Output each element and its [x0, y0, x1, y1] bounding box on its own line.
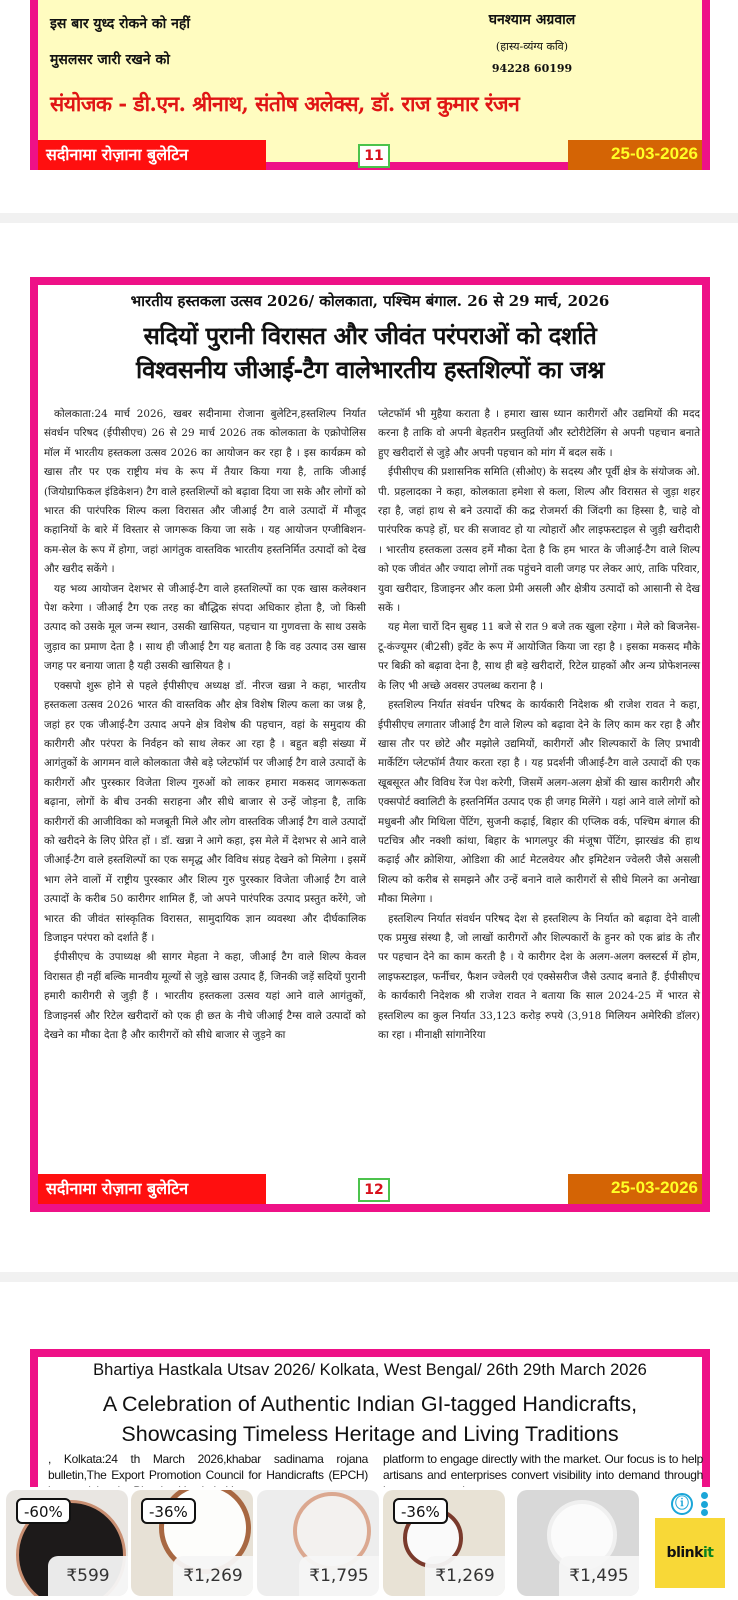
- article-column-right: platform to engage directly with the market. Our focus is to help artisans and enterprises convert visibility into demand through: [383, 1452, 703, 1482]
- article-paragraph: हस्तशिल्प निर्यात संवर्धन परिषद के कार्यकारी निदेशक श्री राजेश रावत ने कहा, ईपीसीएच लगातार जीआई टैग वाले शिल्प को बढ़ावा देने के लिए काम कर रहा है और खास तौर पर छोटे और मझोले उद्यमियों, कारीगरों और शिल्पकारों के लिए प्रभावी मार्केटिंग प्लेटफॉर्म तैयार करता रहा है । यह प्रदर्शनी जीआई-टैग वाले उत्पादों की एक खूबसूरत और विविध रेंज पेश करेगी, जिसमें अलग-अलग क्षेत्रों की खास कारीगरी और एक्सपोर्ट क्वालिटी के हस्तनिर्मित उत्पाद एक ही जगह मिलेंगे । यहां आने वाले लोगों को मधुबनी और मिथिला पेंटिंग, सुजनी कढ़ाई, बिहार की एप्लिक वर्क, पश्चिम बंगाल की पटचित्र और नक्शी कांथा, बिहार के भागलपुर की मंजूषा पेंटिंग, झारखंड की हाथ कढ़ाई और क्रोशिया, ओडिशा की आर्ट मेटलवेयर और इमिटेशन ज्वेलरी जैसे असली शिल्प को करीब से समझने और उन्हें बनाने वाले कारीगरों से सीधे मिलने का अनोखा मौका मिलेगा ।: [378, 699, 700, 906]
- poet-phone: 94228 60199: [491, 62, 573, 75]
- article-kicker: भारतीय हस्तकला उत्सव 2026/ कोलकाता, पश्चिम बंगाल. 26 से 29 मार्च, 2026: [130, 292, 610, 310]
- newspaper-page-11: [30, 0, 710, 170]
- more-options-icon[interactable]: [701, 1492, 709, 1516]
- article-paragraph: हस्तशिल्प निर्यात संवर्धन परिषद देश से हस्तशिल्प के निर्यात को बढ़ावा देने वाली एक प्रमुख संस्था है, जो लाखों कारीगरों और शिल्पकारों के हुनर को एक ब्रांड के तौर पर पहचान देने का काम करती है । ये कारीगर देश के अलग-अलग क्लस्टर्स में होम, लाइफस्टाइल, फर्नीचर, फैशन ज्वेलरी एवं एक्सेसरीज जैसे उत्पाद बनाते हैं. ईपीसीएच के कार्यकारी निदेशक श्री राजेश रावत ने बताया कि साल 2024-25 में भारत से हस्तशिल्प का कुल निर्यात 33,123 करोड़ रुपये (3,918 मिलियन अमेरिकी डॉलर) का रहा । मीनाक्षी सांगानेरिया: [378, 912, 700, 1041]
- ad-product-card[interactable]: [383, 1490, 505, 1596]
- article-headline: [38, 1389, 702, 1449]
- page-number: 11: [358, 144, 390, 168]
- page-11-header: [38, 0, 702, 162]
- page-number: 12: [358, 1178, 390, 1202]
- headline-line: विश्वसनीय जीआई-टैग वालेभारतीय हस्तशिल्पों का जश्न: [135, 356, 605, 384]
- product-price: ₹1,495: [559, 1556, 639, 1596]
- ad-product-card[interactable]: [517, 1490, 639, 1596]
- page-date: 25-03-2026: [568, 140, 702, 170]
- headline-line: सदियों पुरानी विरासत और जीवंत परंपराओं को दर्शाते: [143, 322, 597, 350]
- article-column-left: [44, 405, 366, 1045]
- poet-credit: [432, 10, 632, 75]
- ad-banner[interactable]: [0, 1487, 738, 1600]
- product-price: ₹1,269: [173, 1556, 253, 1596]
- product-price: ₹599: [48, 1556, 128, 1596]
- headline-line: A Celebration of Authentic Indian GI-tagged Handicrafts,: [102, 1392, 638, 1416]
- ad-product-card[interactable]: [257, 1490, 379, 1596]
- article-paragraph: ईपीसीएच के उपाध्यक्ष श्री सागर मेहता ने कहा, जीआई टैग वाले शिल्प केवल विरासत ही नहीं बल्कि मानवीय मूल्यों से जुड़े खास उत्पाद हैं, जिनकी जड़ें सदियों पुरानी हमारी कारीगरी से जुड़ी हैं । भारतीय हस्तकला उत्सव यहां आने वाले आगंतुकों, डिजाइनर्स और रिटेल खरीदारों को एक ही छत के नीचे जीआई टैग्स वाले उत्पादों को देखने का मौका देता है और कारीगरों को सीधे बाजार से जुड़ने का: [44, 951, 366, 1041]
- page-footer-bar: [38, 140, 702, 170]
- product-price: ₹1,269: [425, 1556, 505, 1596]
- discount-badge: -36%: [393, 1498, 448, 1524]
- page-separator: [0, 1272, 738, 1282]
- article-paragraph: कोलकाता:24 मार्च 2026, खबर सदीनामा रोजाना बुलेटिन,हस्तशिल्प निर्यात संवर्धन परिषद (ईपीसीएच) 26 से 29 मार्च 2026 तक कोलकाता के एक्रोपोलिस मॉल में भारतीय हस्तकला उत्सव 2026 का आयोजन कर रहा है । इस कार्यक्रम को खास तौर पर एक राष्ट्रीय मंच के रूप में तैयार किया गया है, ताकि जीआई (जियोग्राफिकल इंडिकेशन) टैग वाले हस्तशिल्पों को बढ़ावा दिया जा सके और लोगों को भारत की पारंपरिक शिल्प कला विरासत और जीआई टैग वाले उत्पादों में मौजूद कहानियों के बारे में विस्तार से जागरूक किया जा सके । यह आयोजन एग्जीबिशन-कम-सेल के रूप में होगा, जहां आगंतुक वास्तविक भारतीय हस्तनिर्मित उत्पादों को देख और खरीद सकेंगे ।: [44, 408, 366, 576]
- newspaper-page-12: [30, 277, 710, 1212]
- ad-info-icon[interactable]: ⓘ: [671, 1493, 693, 1515]
- poet-name: घनश्याम अग्रवाल: [488, 12, 576, 28]
- poem-line: मुसलसर जारी रखने को: [50, 52, 170, 68]
- ad-product-card[interactable]: [131, 1490, 253, 1596]
- page-separator: [0, 213, 738, 223]
- advertiser-logo[interactable]: [655, 1518, 725, 1588]
- discount-badge: -36%: [141, 1498, 196, 1524]
- article-headline: [38, 319, 702, 387]
- publication-name: सदीनामा रोज़ाना बुलेटिन: [38, 140, 266, 170]
- publication-name: सदीनामा रोज़ाना बुलेटिन: [38, 1174, 266, 1204]
- poet-role: (हास्य-व्यंग्य कवि): [495, 40, 569, 53]
- article-paragraph: ईपीसीएच की प्रशासनिक समिति (सीओए) के सदस्य और पूर्वी क्षेत्र के संयोजक ओ. पी. प्रहलादका ने कहा, कोलकाता हमेशा से कला, शिल्प और विरासत से जुड़ा शहर रहा है, जहां हाथ से बने उत्पादों की कद्र रोजमर्रा की जिंदगी का हिस्सा है, चाहे वो पारंपरिक कपड़े हों, घर की सजावट हो या त्योहारों और लाइफस्टाइल से जुड़ी खरीदारी । भारतीय हस्तकला उत्सव हमें मौका देता है कि हम भारत के जीआई-टैग वाले शिल्प को एक जीवंत और ज्यादा लोगों तक पहुंचने वाली जगह पर लेकर आएं, ताकि परिवार, युवा खरीदार, डिजाइनर और कला प्रेमी असली और क्षेत्रीय उत्पादों को आसानी से देख सकें ।: [378, 466, 700, 615]
- article-kicker: Bhartiya Hastkala Utsav 2026/ Kolkata, West Bengal/ 26th 29th March 2026: [93, 1361, 647, 1379]
- article-paragraph: एक्सपो शुरू होने से पहले ईपीसीएच अध्यक्ष डॉ. नीरज खन्ना ने कहा, भारतीय हस्तकला उत्सव 2026 भारत की वास्तविक और क्षेत्र विशेष शिल्प कला का जश्न है, जहां हर एक जीआई-टैग उत्पाद अपने क्षेत्र विशेष की पहचान, वहां के समुदाय की कारीगरी और परंपरा के निर्वहन को साथ लेकर आ रहा है । बहुत बड़ी संख्या में आगंतुकों के आगमन वाले कोलकाता जैसे बड़े प्लेटफॉर्म पर जीआई टैग वाले उत्पादों के कारीगरों और पुरस्कार विजेता शिल्प गुरुओं को लाकर हमारा मकसद जागरूकता बढ़ाना, लोगों के बीच उनकी सराहना और सीधे बाजार से उन्हें जोड़ना है, ताकि कारीगरों की आजीविका को मजबूती मिले और लोग वास्तविक जीआई टैग वाले उत्पादों को खरीदने के लिए प्रेरित हों । डॉ. खन्ना ने आगे कहा, इस मेले में देशभर से आने वाले जीआई-टैग वाले हस्तशिल्पों का एक समृद्ध और विविध संग्रह देखने को मिलेगा । इसमें भाग लेने वालों में राष्ट्रीय पुरस्कार और शिल्प गुरु पुरस्कार विजेता जीआई टैग वाले उत्पादों के करीब 50 कारीगर शामिल हैं, जो अपने पारंपरिक उत्पाद प्रस्तुत करेंगे, जो भारत की जीवंत सांस्कृतिक विरासत, सामुदायिक ज्ञान व्यवस्था और दीर्घकालिक डिजाइन परंपरा को दर्शाते हैं ।: [44, 679, 366, 944]
- page-footer-bar: [38, 1174, 702, 1204]
- convenors-line: संयोजक - डी.एन. श्रीनाथ, संतोष अलेक्स, डॉ. राज कुमार रंजन: [50, 91, 520, 116]
- poem-line: इस बार युध्द रोकने को नहीं: [50, 16, 190, 32]
- article-paragraph: प्लेटफॉर्म भी मुहैया कराता है । हमारा खास ध्यान कारीगरों और उद्यमियों की मदद करना है ताकि वो अपनी बेहतरीन प्रस्तुतियों और स्टोरीटेलिंग से अपनी पहचान बनाते हुए खरीदारों से जुड़े और अपनी पहचान को मांग में बदल सकें ।: [378, 408, 700, 459]
- article-paragraph: यह मेला चारों दिन सुबह 11 बजे से रात 9 बजे तक खुला रहेगा । मेले को बिजनेस-टू-कंज्यूमर (बी2सी) इवेंट के रूप में आयोजित किया जा रहा है । इसका मकसद मौके पर बिक्री को बढ़ावा देना है, साथ ही बड़े खरीदारों, रिटेल ग्राहकों और अन्य प्रोफेशनल्स के लिए भी अच्छे अवसर उपलब्ध कराना है ।: [378, 621, 700, 692]
- article-column-left: , Kolkata:24 th March 2026,khabar sadinama rojana bulletin,The Export Promotion Council for Handicrafts (EPCH): [48, 1452, 368, 1482]
- page-12-body: [38, 285, 702, 1204]
- article-column-right: [378, 405, 700, 1045]
- product-price: ₹1,795: [299, 1556, 379, 1596]
- brand-name-part: it: [702, 1545, 714, 1561]
- article-paragraph: यह भव्य आयोजन देशभर से जीआई-टैग वाले हस्तशिल्पों का एक खास कलेक्शन पेश करेगा । जीआई टैग एक तरह का बौद्धिक संपदा अधिकार होता है, जो किसी उत्पाद को उसके मूल जन्म स्थान, उसकी खासियत, पहचान या गुणवत्ता के साथ उसके जुड़ाव का प्रमाण देता है । साथ ही जीआई टैग यह बताता है कि वह उत्पाद उस खास जगह पर बनाया जाता है यही उसकी खासियत है ।: [44, 582, 366, 673]
- ad-product-card[interactable]: [6, 1490, 128, 1596]
- brand-name-part: blink: [666, 1545, 703, 1561]
- discount-badge: -60%: [16, 1498, 71, 1524]
- page-date: 25-03-2026: [568, 1174, 702, 1204]
- headline-line: Showcasing Timeless Heritage and Living Traditions: [121, 1422, 619, 1446]
